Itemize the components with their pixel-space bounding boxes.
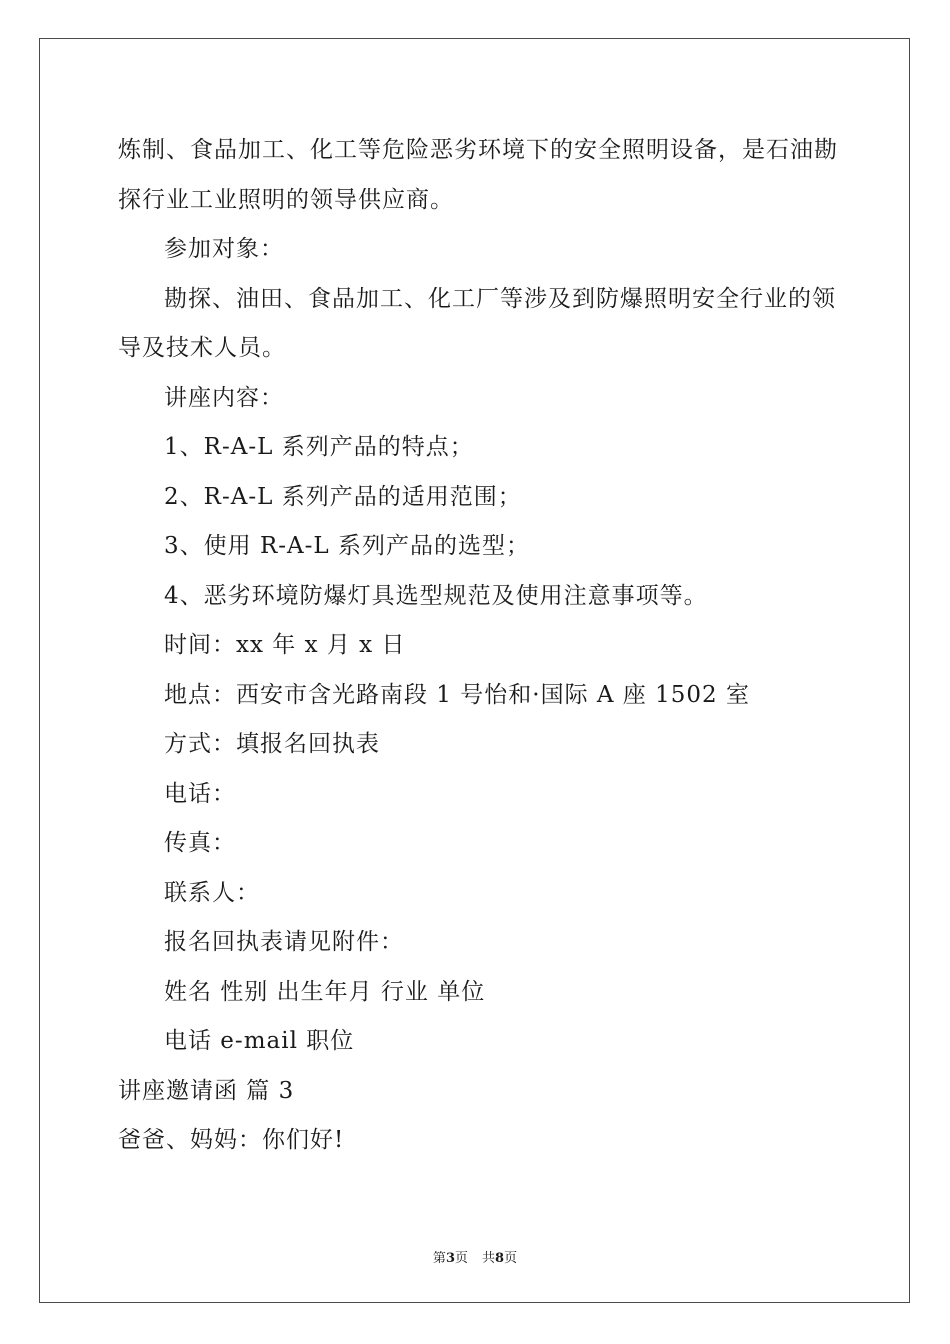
total-page-number: 8	[495, 1251, 505, 1266]
event-location: 地点：西安市含光路南段 1 号怡和·国际 A 座 1502 室	[164, 681, 750, 708]
paragraph-line: 导及技术人员。	[118, 335, 286, 361]
event-time: 时间：xx 年 x 月 x 日	[164, 632, 406, 658]
section-title: 讲座邀请函 篇 3	[118, 1077, 295, 1104]
section-heading-content: 讲座内容：	[164, 384, 284, 411]
total-prefix: 共	[482, 1251, 496, 1266]
attachment-note: 报名回执表请见附件：	[164, 929, 404, 955]
current-page-number: 3	[445, 1251, 455, 1266]
page-prefix: 第	[432, 1251, 446, 1266]
contact-phone: 电话：	[164, 780, 236, 807]
list-item: 2、R-A-L 系列产品的适用范围；	[164, 483, 522, 510]
page-footer	[0, 1247, 950, 1266]
section-heading-participants: 参加对象：	[164, 236, 284, 262]
page-suffix: 页	[454, 1251, 468, 1266]
list-item: 4、恶劣环境防爆灯具选型规范及使用注意事项等。	[164, 582, 708, 609]
registration-method: 方式：填报名回执表	[164, 731, 380, 757]
form-fields-row: 姓名 性别 出生年月 行业 单位	[164, 978, 486, 1005]
total-suffix: 页	[504, 1251, 518, 1266]
form-fields-row: 电话 e-mail 职位	[164, 1028, 355, 1054]
list-item: 1、R-A-L 系列产品的特点；	[164, 434, 474, 460]
document-body	[118, 126, 838, 1166]
paragraph-line: 炼制、食品加工、化工等危险恶劣环境下的安全照明设备，是石油勘	[118, 137, 838, 163]
contact-person: 联系人：	[164, 879, 260, 906]
contact-fax: 传真：	[164, 830, 236, 856]
paragraph-line: 勘探、油田、食品加工、化工厂等涉及到防爆照明安全行业的领	[164, 285, 836, 312]
letter-greeting: 爸爸、妈妈：你们好!	[118, 1127, 345, 1153]
paragraph-line: 探行业工业照明的领导供应商。	[118, 186, 454, 213]
list-item: 3、使用 R-A-L 系列产品的选型；	[164, 533, 530, 559]
